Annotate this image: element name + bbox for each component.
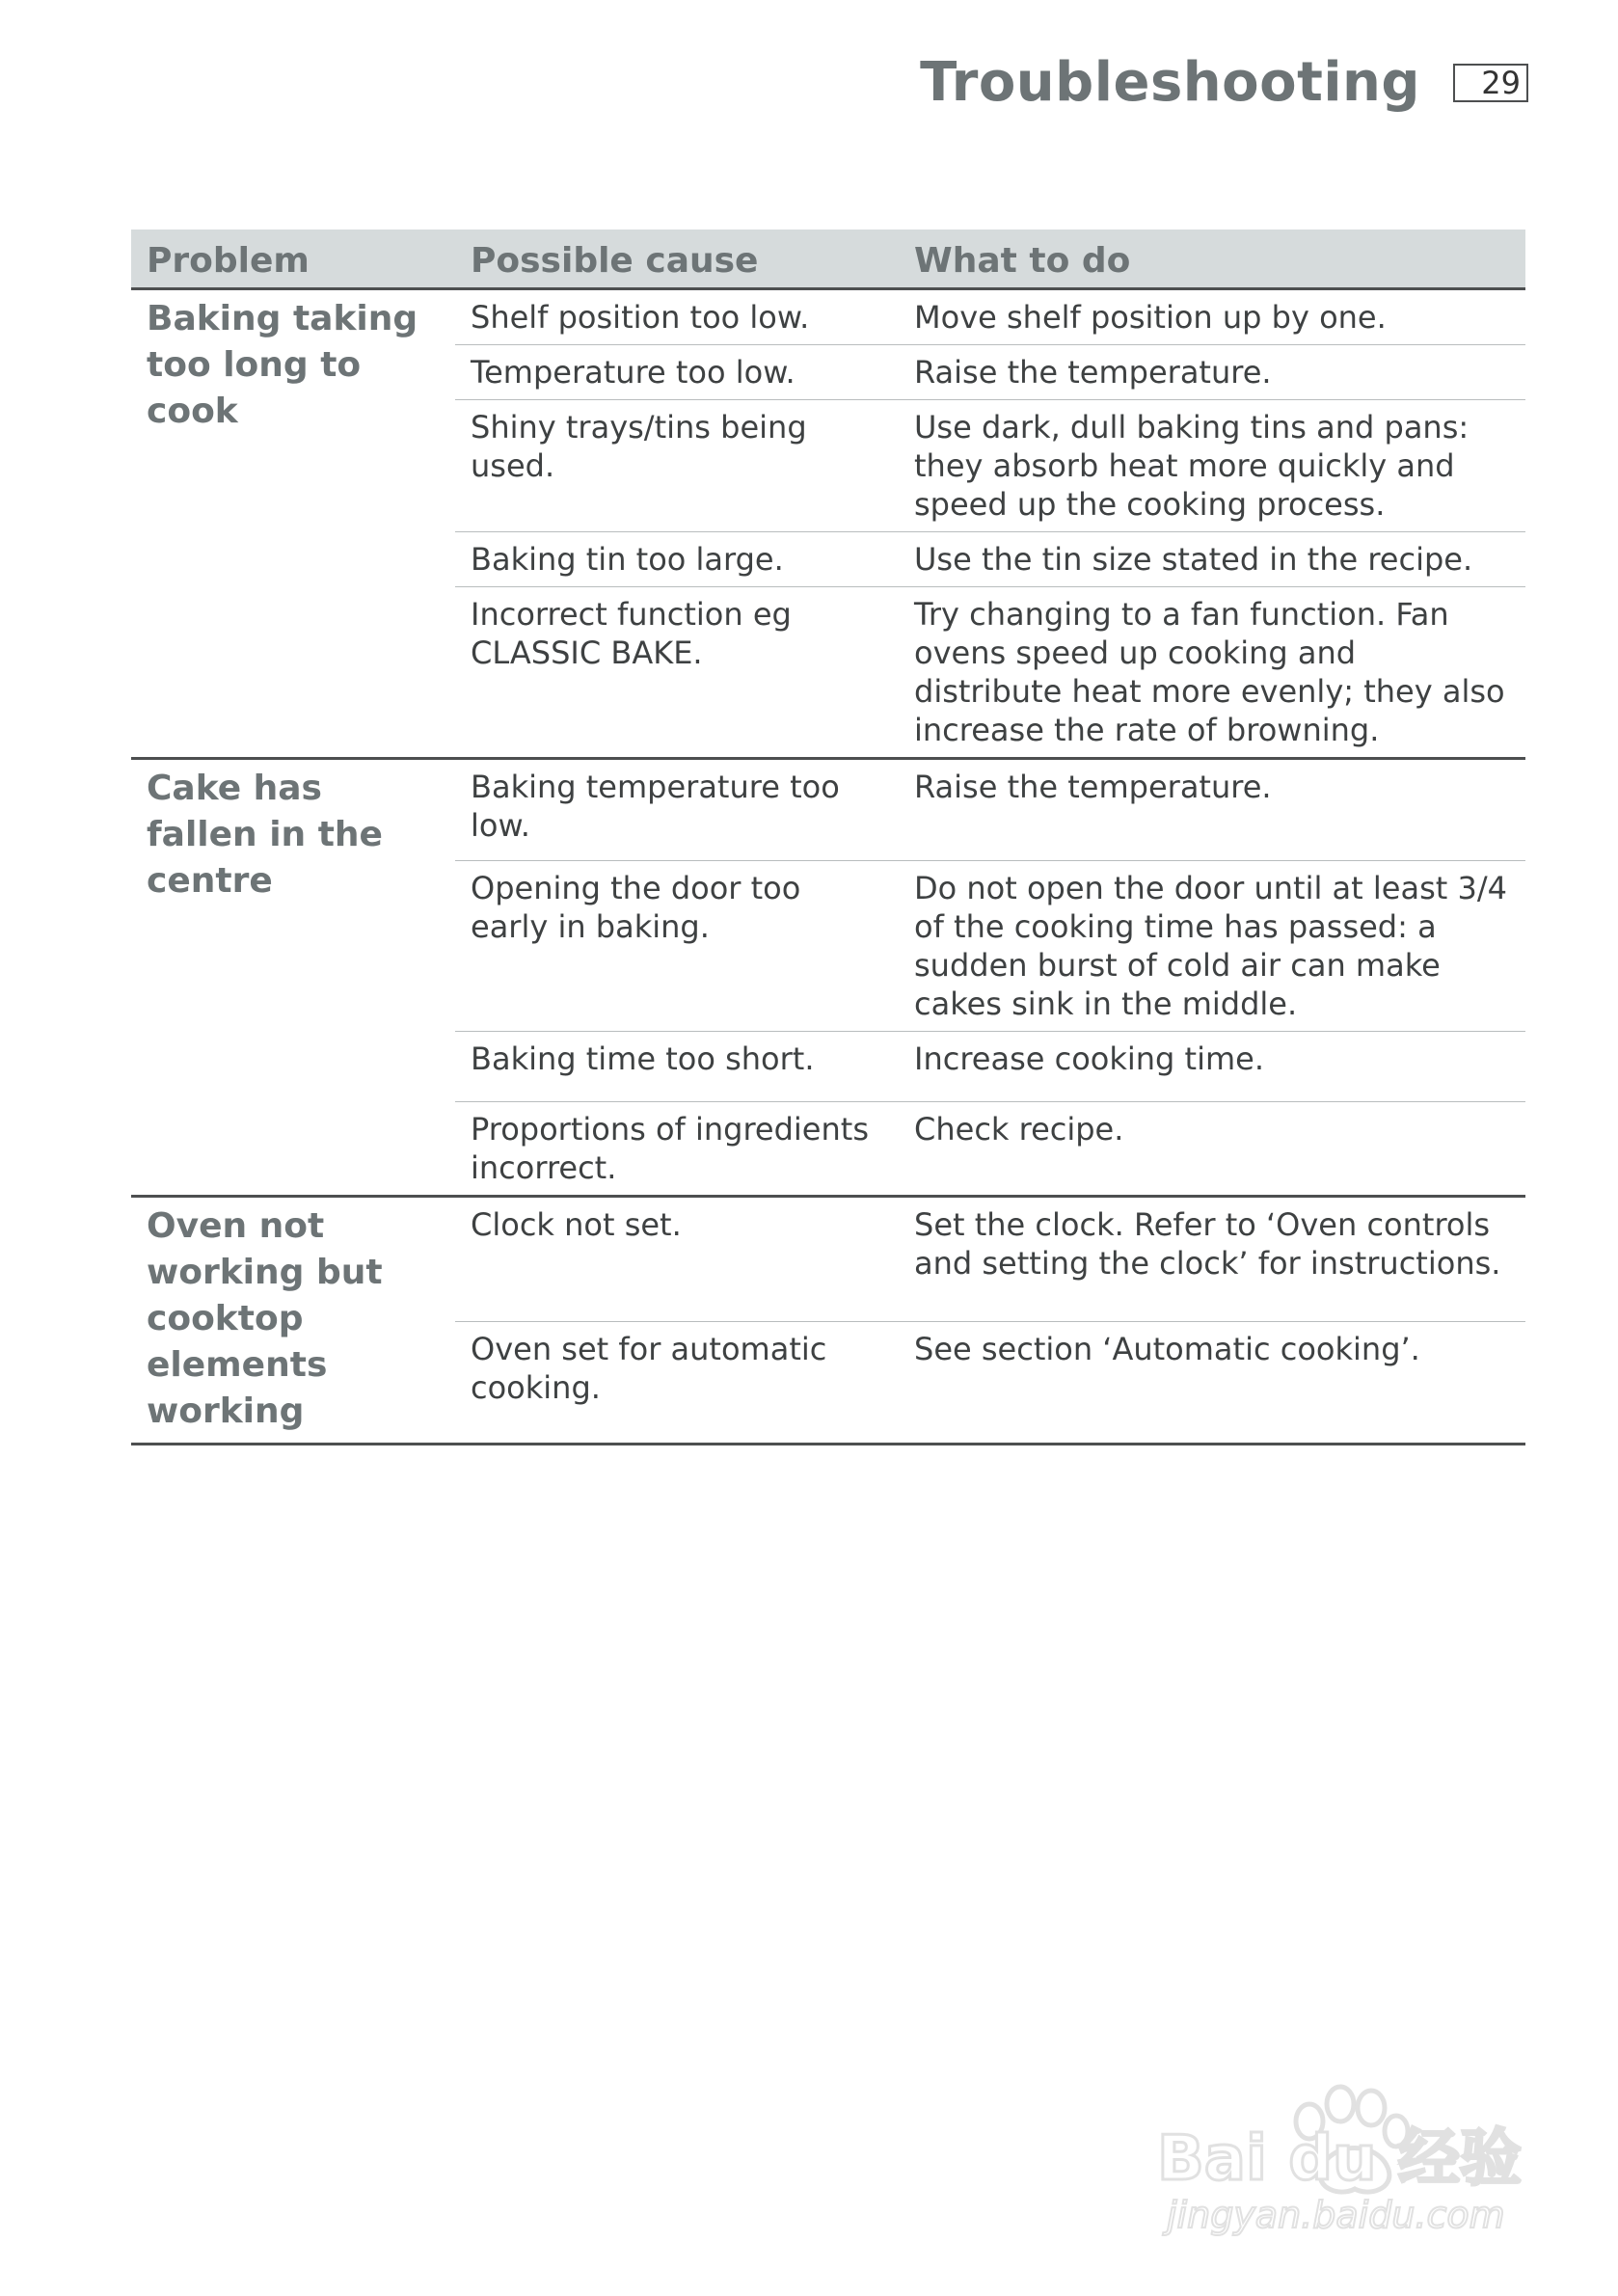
page-title: Troubleshooting (920, 51, 1420, 114)
cause-cell: Shelf position too low. (471, 299, 810, 336)
table-row (131, 289, 1525, 345)
cause-cell: Clock not set. (471, 1206, 682, 1243)
watermark-brand: Bai du 经验 (1157, 2123, 1522, 2195)
cause-cell: Baking temperature too low. (471, 769, 840, 844)
problem-label: Baking taking too long to cook (147, 299, 418, 431)
action-cell: Increase cooking time. (899, 1032, 1525, 1102)
problem-label: Cake has fallen in the centre (147, 769, 383, 901)
watermark-url: jingyan.baidu.com (1167, 2194, 1505, 2236)
action-cell: Try changing to a fan function. Fan ovens speed up cooking and distribute heat more evenly; they also increase the rate of browning. (899, 587, 1525, 759)
action-cell: Set the clock. Refer to ‘Oven controls and setting the clock’ for instructions. (914, 1206, 1501, 1282)
cause-cell: Baking tin too large. (455, 532, 899, 587)
problem-group (131, 759, 1525, 1197)
action-cell: Use the tin size stated in the recipe. (899, 532, 1525, 587)
problem-group (131, 1197, 1525, 1445)
baidu-watermark (1147, 2044, 1533, 2237)
problem-label: Oven not working but cooktop elements working (147, 1206, 383, 1431)
table-row (131, 1197, 1525, 1322)
action-cell: Raise the temperature. (899, 345, 1525, 400)
cause-cell: Oven set for automatic cooking. (455, 1321, 899, 1445)
action-cell: Check recipe. (899, 1102, 1525, 1197)
action-cell: Do not open the door until at least 3/4 of the cooking time has passed: a sudden burst of cold air can make cakes sink in the middle. (899, 861, 1525, 1032)
table-row (131, 759, 1525, 861)
cause-cell: Baking time too short. (455, 1032, 899, 1102)
action-cell: Move shelf position up by one. (914, 299, 1387, 336)
action-cell: Raise the temperature. (914, 769, 1272, 805)
page-number: 29 (1453, 64, 1528, 102)
cause-cell: Incorrect function eg CLASSIC BAKE. (455, 587, 899, 759)
column-header-problem: Problem (131, 230, 455, 289)
page-header (920, 51, 1528, 114)
problem-group (131, 289, 1525, 759)
action-cell: Use dark, dull baking tins and pans: they absorb heat more quickly and speed up the cooking process. (899, 400, 1525, 532)
cause-cell: Proportions of ingredients incorrect. (455, 1102, 899, 1197)
cause-cell: Opening the door too early in baking. (455, 861, 899, 1032)
cause-cell: Temperature too low. (455, 345, 899, 400)
column-header-action: What to do (899, 230, 1525, 289)
action-cell: See section ‘Automatic cooking’. (899, 1321, 1525, 1445)
column-header-cause: Possible cause (455, 230, 899, 289)
cause-cell: Shiny trays/tins being used. (455, 400, 899, 532)
troubleshooting-table (131, 230, 1525, 1445)
table-header-row (131, 230, 1525, 289)
